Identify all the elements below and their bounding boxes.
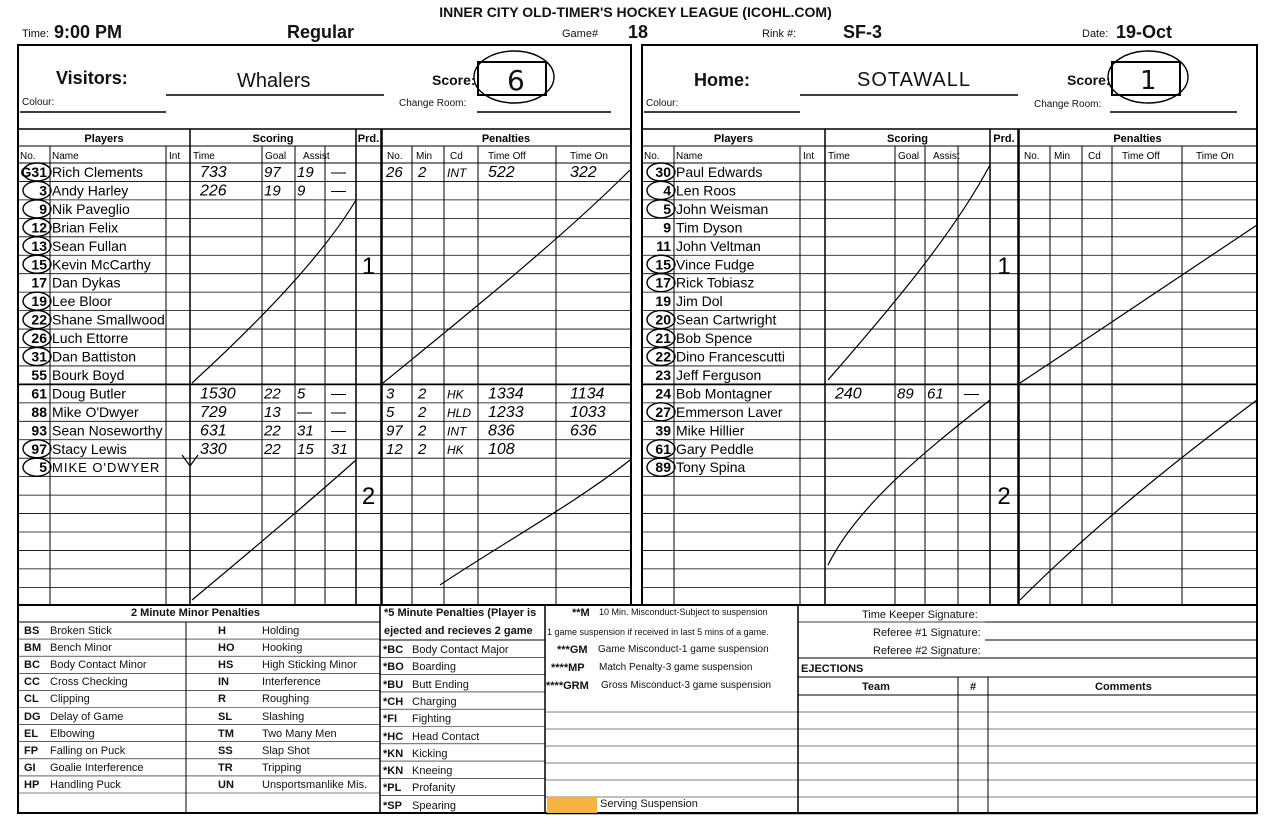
home-strike-line-1 bbox=[1020, 225, 1257, 383]
visitors-player-name: Stacy Lewis bbox=[52, 440, 127, 457]
visitors-player-name: MIKE O'DWYER bbox=[52, 460, 161, 476]
minor-penalty-name: Delay of Game bbox=[50, 710, 124, 723]
visitors-name-header: Name bbox=[52, 151, 79, 162]
misc-penalty-description: 10 Min. Misconduct-Subject to suspension bbox=[599, 607, 768, 617]
home-goal-assist: 61 bbox=[927, 385, 944, 403]
major-penalty-name: Fighting bbox=[412, 713, 452, 726]
minor-penalty-code: HP bbox=[24, 778, 40, 791]
visitors-goal-time: 729 bbox=[200, 403, 227, 421]
minor-penalty-name: Holding bbox=[262, 625, 300, 637]
visitors-penalty-number: 3 bbox=[386, 385, 395, 403]
visitors-score-label: Score: bbox=[432, 72, 476, 88]
home-goal-assist2: — bbox=[964, 385, 979, 403]
home-score: 1 bbox=[1140, 66, 1157, 96]
minor-penalty-code: DG bbox=[24, 710, 41, 723]
visitors-penalty-code: HLD bbox=[447, 405, 472, 420]
minor-penalty-code: BS bbox=[24, 625, 40, 637]
visitors-pno-header: No. bbox=[387, 151, 403, 162]
visitors-penalty-number: 26 bbox=[386, 164, 403, 181]
home-time-on-header: Time On bbox=[1196, 151, 1234, 162]
game-type: Regular bbox=[287, 22, 355, 42]
minor-penalty-code: EL bbox=[24, 727, 39, 740]
game-value: 18 bbox=[628, 22, 649, 42]
visitors-penalty-time-off: 836 bbox=[488, 422, 515, 440]
home-player-name: Tim Dyson bbox=[676, 219, 743, 236]
major-penalties-title-1: *5 Minute Penalties (Player is bbox=[384, 607, 537, 619]
home-goal-header: Goal bbox=[898, 151, 920, 162]
visitors-player-name: Nik Paveglio bbox=[52, 200, 130, 217]
home-player-name: John Veltman bbox=[676, 237, 761, 254]
rink-value: SF-3 bbox=[843, 22, 883, 42]
visitors-player-name: Lee Bloor bbox=[52, 293, 112, 310]
home-assist-header: Assist bbox=[933, 151, 960, 162]
minor-penalty-name: Falling on Puck bbox=[50, 744, 126, 757]
home-player-name: Rick Tobiasz bbox=[676, 274, 755, 291]
visitors-goal-scorer: 22 bbox=[264, 440, 281, 458]
visitors-goal-scorer: 97 bbox=[264, 164, 281, 181]
home-player-name: John Weisman bbox=[676, 200, 769, 217]
minor-penalty-name: Slap Shot bbox=[262, 744, 310, 757]
visitors-player-number: 15 bbox=[31, 256, 47, 273]
home-player-number: 20 bbox=[655, 311, 671, 328]
major-penalty-code: *KN bbox=[383, 765, 404, 778]
visitors-player-name: Bourk Boyd bbox=[52, 366, 125, 383]
ejections-comments-header: Comments bbox=[1095, 681, 1152, 693]
visitors-time-on-header: Time On bbox=[570, 151, 608, 162]
home-player-number: 5 bbox=[663, 200, 671, 217]
league-title: INNER CITY OLD-TIMER'S HOCKEY LEAGUE (ICOHL.COM) bbox=[439, 4, 832, 20]
major-penalty-name: Charging bbox=[412, 695, 457, 708]
minor-penalty-code: SS bbox=[218, 744, 233, 757]
visitors-strike-line-2 bbox=[192, 460, 356, 600]
visitors-strike-line-0 bbox=[192, 200, 356, 383]
home-scoring-header: Scoring bbox=[887, 133, 928, 145]
major-penalty-code: *HC bbox=[383, 730, 404, 743]
visitors-min-header: Min bbox=[416, 151, 433, 162]
visitors-player-number: 3 bbox=[39, 182, 47, 199]
home-player-number: 17 bbox=[655, 274, 671, 291]
visitors-player-name: Mike O'Dwyer bbox=[52, 403, 139, 420]
visitors-goal-time: 733 bbox=[200, 164, 227, 181]
visitors-penalty-number: 5 bbox=[386, 403, 395, 421]
visitors-penalty-number: 12 bbox=[386, 440, 403, 458]
minor-penalty-code: R bbox=[218, 693, 226, 706]
visitors-penalty-time-on: 322 bbox=[570, 164, 597, 181]
visitors-score: 6 bbox=[507, 64, 525, 97]
major-penalty-code: *BO bbox=[383, 661, 404, 674]
visitors-int-header: Int bbox=[169, 151, 181, 162]
misc-penalty-description: 1 game suspension if received in last 5 mins of a game. bbox=[547, 627, 769, 637]
major-penalty-name: Kicking bbox=[412, 747, 448, 760]
visitors-goal-scorer: 19 bbox=[264, 182, 281, 200]
visitors-player-number: 26 bbox=[31, 330, 47, 347]
major-penalty-code: *BC bbox=[383, 644, 404, 656]
visitors-player-name: Luch Ettorre bbox=[52, 330, 129, 347]
minor-penalty-name: Bench Minor bbox=[50, 642, 112, 655]
visitors-penalty-time-on: 636 bbox=[570, 422, 597, 440]
home-player-name: Sean Cartwright bbox=[676, 311, 777, 328]
visitors-goal-assist: — bbox=[297, 403, 312, 421]
major-penalty-name: Kneeing bbox=[412, 765, 453, 778]
visitors-penalty-minutes: 2 bbox=[418, 440, 427, 458]
visitors-change-room-label: Change Room: bbox=[399, 98, 467, 109]
major-penalty-code: *SP bbox=[383, 799, 402, 812]
visitors-goal-time: 1530 bbox=[200, 385, 236, 403]
home-cd-header: Cd bbox=[1088, 151, 1101, 162]
visitors-penalty-time-on: 1134 bbox=[570, 385, 605, 403]
visitors-goal-scorer: 13 bbox=[264, 403, 281, 421]
home-colour-label: Colour: bbox=[646, 98, 679, 109]
misc-penalty-description: Game Misconduct-1 game suspension bbox=[598, 644, 769, 655]
visitors-player-name: Shane Smallwood bbox=[52, 311, 165, 328]
visitors-scoring-header: Scoring bbox=[252, 133, 294, 145]
visitors-player-number: 88 bbox=[31, 403, 47, 420]
minor-penalty-name: Tripping bbox=[262, 761, 302, 774]
misc-penalty-description: Gross Misconduct-3 game suspension bbox=[601, 680, 772, 691]
visitors-player-number: 9 bbox=[39, 200, 47, 217]
misc-penalty-code: ****GRM bbox=[546, 680, 589, 692]
date-label: Date: bbox=[1082, 28, 1109, 40]
minor-penalty-code: BM bbox=[24, 642, 42, 655]
home-player-name: Bob Montagner bbox=[676, 385, 772, 402]
major-penalty-name: Butt Ending bbox=[412, 678, 469, 691]
visitors-player-name: Sean Fullan bbox=[52, 237, 127, 254]
major-penalty-name: Head Contact bbox=[412, 730, 480, 743]
visitors-player-name: Kevin McCarthy bbox=[52, 256, 151, 273]
home-player-name: Gary Peddle bbox=[676, 440, 754, 457]
home-player-number: 27 bbox=[655, 403, 671, 420]
minor-penalty-name: Clipping bbox=[50, 693, 90, 706]
visitors-assist-header: Assist bbox=[303, 151, 330, 162]
visitors-player-name: Dan Dykas bbox=[52, 274, 121, 291]
home-player-number: 22 bbox=[655, 348, 671, 365]
visitors-player-number: 61 bbox=[31, 385, 47, 402]
minor-penalty-name: Unsportsmanlike Mis. bbox=[262, 778, 368, 791]
minor-penalty-name: Roughing bbox=[262, 693, 310, 706]
visitors-penalty-minutes: 2 bbox=[418, 422, 427, 440]
home-change-room-label: Change Room: bbox=[1034, 99, 1102, 110]
home-player-number: 4 bbox=[663, 182, 671, 199]
home-player-number: 39 bbox=[655, 422, 671, 439]
major-penalty-code: *KN bbox=[383, 747, 404, 760]
rink-label: Rink #: bbox=[762, 28, 797, 40]
visitors-goal-assist2: — bbox=[331, 385, 346, 403]
minor-penalty-name: Goalie Interference bbox=[50, 761, 144, 774]
home-score-label: Score: bbox=[1067, 72, 1111, 88]
visitors-goal-time: 330 bbox=[200, 440, 227, 458]
major-penalty-code: *PL bbox=[383, 782, 402, 795]
minor-penalty-code: H bbox=[218, 625, 226, 637]
minor-penalty-code: CL bbox=[24, 693, 39, 706]
minor-penalty-name: Slashing bbox=[262, 710, 305, 723]
home-player-number: 30 bbox=[655, 164, 671, 180]
home-min-header: Min bbox=[1054, 151, 1071, 162]
visitors-penalty-code: HK bbox=[447, 387, 464, 402]
referee2-signature-label: Referee #2 Signature: bbox=[873, 645, 981, 657]
visitors-player-number: 31 bbox=[31, 348, 47, 365]
visitors-player-name: Dan Battiston bbox=[52, 348, 137, 365]
visitors-players-header: Players bbox=[84, 133, 124, 145]
visitors-cd-header: Cd bbox=[450, 151, 463, 162]
visitors-player-number: 22 bbox=[31, 311, 47, 328]
minor-penalty-code: FP bbox=[24, 744, 39, 757]
home-player-name: Vince Fudge bbox=[676, 256, 755, 273]
ejections-team-header: Team bbox=[862, 681, 890, 693]
home-player-number: 21 bbox=[655, 330, 671, 347]
home-player-number: 15 bbox=[655, 256, 671, 273]
visitors-penalty-minutes: 2 bbox=[418, 164, 427, 181]
visitors-player-number: 55 bbox=[31, 366, 47, 383]
visitors-label: Visitors: bbox=[56, 68, 128, 88]
minor-penalty-name: Cross Checking bbox=[50, 676, 128, 689]
home-player-number: 89 bbox=[655, 459, 671, 476]
home-player-number: 23 bbox=[655, 366, 671, 383]
home-period-1: 1 bbox=[997, 253, 1011, 280]
home-player-name: Paul Edwards bbox=[676, 164, 763, 180]
time-label: Time: bbox=[22, 28, 50, 40]
visitors-player-name: Doug Butler bbox=[52, 385, 126, 402]
minor-penalty-code: SL bbox=[218, 710, 233, 723]
visitors-penalty-time-off: 1334 bbox=[488, 385, 524, 403]
home-int-header: Int bbox=[803, 151, 815, 162]
home-name-header: Name bbox=[676, 151, 703, 162]
home-player-name: Tony Spina bbox=[676, 459, 746, 476]
visitors-player-number: G31 bbox=[20, 164, 47, 180]
minor-penalty-code: HO bbox=[218, 642, 235, 655]
home-label: Home: bbox=[694, 70, 751, 90]
ejections-number-header: # bbox=[970, 681, 977, 693]
visitors-goal-time: 226 bbox=[200, 182, 227, 200]
minor-penalty-name: Hooking bbox=[262, 642, 303, 655]
visitors-goal-header: Goal bbox=[265, 151, 287, 162]
visitors-period-2: 2 bbox=[361, 483, 376, 510]
home-player-name: Dino Francescutti bbox=[676, 348, 785, 365]
home-strike-line-2 bbox=[828, 400, 990, 565]
misc-penalty-code: ***GM bbox=[557, 644, 588, 656]
timekeeper-signature-label: Time Keeper Signature: bbox=[862, 609, 978, 621]
major-penalty-code: *BU bbox=[383, 678, 404, 691]
minor-penalty-name: Broken Stick bbox=[50, 625, 112, 637]
visitors-goal-scorer: 22 bbox=[264, 385, 281, 403]
home-time-header: Time bbox=[828, 151, 850, 162]
home-goal-scorer: 89 bbox=[897, 385, 914, 403]
visitors-time-header: Time bbox=[193, 151, 215, 162]
minor-penalty-name: High Sticking Minor bbox=[262, 659, 357, 672]
visitors-no-header: No. bbox=[20, 151, 36, 162]
game-label: Game# bbox=[562, 28, 599, 40]
minor-penalty-code: TR bbox=[218, 761, 233, 774]
home-team-name: SOTAWALL bbox=[857, 69, 971, 91]
visitors-player-number: 13 bbox=[31, 237, 47, 254]
visitors-period-1: 1 bbox=[361, 253, 376, 280]
visitors-goal-assist2: — bbox=[331, 182, 346, 200]
home-no-header: No. bbox=[644, 151, 660, 162]
visitors-player-number: 93 bbox=[31, 422, 47, 439]
misc-penalty-code: **M bbox=[572, 607, 590, 619]
visitors-prd-header: Prd. bbox=[357, 133, 380, 145]
visitors-penalty-time-off: 1233 bbox=[488, 403, 524, 421]
visitors-goal-assist: 9 bbox=[297, 182, 306, 200]
visitors-goal-scorer: 22 bbox=[264, 422, 281, 440]
visitors-goal-assist: 5 bbox=[297, 385, 306, 403]
major-penalty-code: *CH bbox=[383, 695, 404, 708]
minor-penalty-code: BC bbox=[24, 659, 40, 672]
misc-penalty-code: ****MP bbox=[551, 662, 585, 674]
home-player-number: 19 bbox=[655, 293, 671, 310]
home-player-number: 11 bbox=[656, 237, 671, 254]
visitors-player-name: Sean Noseworthy bbox=[52, 422, 163, 439]
home-player-number: 9 bbox=[663, 219, 671, 236]
time-value: 9:00 PM bbox=[54, 22, 123, 42]
visitors-goal-assist: 19 bbox=[297, 164, 314, 181]
visitors-player-number: 97 bbox=[31, 440, 47, 457]
home-player-name: Jim Dol bbox=[676, 293, 723, 310]
home-strike-line-3 bbox=[1020, 400, 1257, 600]
visitors-player-number: 19 bbox=[31, 293, 47, 310]
minor-penalty-code: GI bbox=[24, 761, 36, 774]
major-penalty-name: Body Contact Major bbox=[412, 644, 509, 656]
visitors-goal-assist: 15 bbox=[297, 440, 314, 458]
misc-penalty-description: Match Penalty-3 game suspension bbox=[599, 662, 753, 673]
major-penalties-title-2: ejected and recieves 2 game bbox=[384, 625, 533, 637]
visitors-penalty-time-off: 522 bbox=[488, 164, 515, 181]
major-penalty-name: Boarding bbox=[412, 661, 457, 674]
home-player-number: 24 bbox=[655, 385, 671, 402]
minor-penalty-code: UN bbox=[218, 778, 234, 791]
ejections-title: EJECTIONS bbox=[801, 663, 864, 675]
visitors-team-name: Whalers bbox=[237, 70, 311, 92]
visitors-goal-assist2: — bbox=[331, 403, 346, 421]
home-player-number: 61 bbox=[655, 440, 671, 457]
home-players-header: Players bbox=[713, 133, 754, 145]
visitors-penalty-code: INT bbox=[447, 166, 467, 180]
minor-penalty-name: Elbowing bbox=[50, 727, 95, 740]
minor-penalty-name: Handling Puck bbox=[50, 778, 121, 791]
minor-penalty-code: TM bbox=[218, 727, 234, 740]
visitors-player-number: 12 bbox=[31, 219, 47, 236]
visitors-goal-assist2: — bbox=[331, 422, 346, 440]
visitors-penalty-code: HK bbox=[447, 442, 464, 457]
visitors-strike-line-4 bbox=[182, 380, 198, 466]
visitors-player-number: 17 bbox=[31, 274, 47, 291]
visitors-strike-line-3 bbox=[440, 460, 630, 585]
visitors-player-name: Brian Felix bbox=[52, 219, 119, 236]
visitors-goal-assist2: 31 bbox=[331, 440, 348, 458]
visitors-penalty-time-on: 1033 bbox=[570, 403, 606, 421]
home-player-name: Len Roos bbox=[676, 182, 736, 199]
visitors-strike-line-1 bbox=[383, 170, 630, 383]
home-pno-header: No. bbox=[1024, 151, 1040, 162]
serving-suspension-label: Serving Suspension bbox=[600, 798, 698, 810]
serving-suspension-swatch bbox=[547, 797, 597, 813]
visitors-player-name: Andy Harley bbox=[52, 182, 129, 199]
visitors-penalties-header: Penalties bbox=[481, 133, 531, 145]
home-prd-header: Prd. bbox=[993, 133, 1015, 145]
home-player-name: Jeff Ferguson bbox=[676, 366, 762, 383]
visitors-time-off-header: Time Off bbox=[488, 151, 526, 162]
visitors-colour-label: Colour: bbox=[22, 97, 55, 108]
visitors-goal-assist: 31 bbox=[297, 422, 314, 440]
minor-penalty-name: Interference bbox=[262, 676, 321, 689]
visitors-penalty-code: INT bbox=[447, 424, 467, 439]
minor-penalty-code: HS bbox=[218, 659, 234, 672]
major-penalty-code: *FI bbox=[383, 713, 398, 726]
visitors-player-number: 5 bbox=[39, 459, 47, 476]
visitors-penalty-time-off: 108 bbox=[488, 440, 515, 458]
minor-penalty-name: Two Many Men bbox=[262, 727, 337, 740]
minor-penalties-title: 2 Minute Minor Penalties bbox=[131, 607, 260, 619]
visitors-goal-assist2: — bbox=[331, 164, 346, 181]
referee1-signature-label: Referee #1 Signature: bbox=[873, 627, 981, 639]
home-goal-time: 240 bbox=[835, 385, 862, 403]
visitors-player-name: Rich Clements bbox=[52, 164, 144, 180]
home-player-name: Mike Hillier bbox=[676, 422, 745, 439]
minor-penalty-code: IN bbox=[218, 676, 229, 689]
date-value: 19-Oct bbox=[1116, 22, 1173, 42]
home-period-2: 2 bbox=[997, 483, 1011, 510]
visitors-penalty-minutes: 2 bbox=[418, 385, 427, 403]
minor-penalty-name: Body Contact Minor bbox=[50, 659, 147, 672]
visitors-penalty-number: 97 bbox=[386, 422, 403, 440]
visitors-goal-time: 631 bbox=[200, 422, 227, 440]
visitors-penalty-minutes: 2 bbox=[418, 403, 427, 421]
home-player-name: Bob Spence bbox=[676, 330, 753, 347]
major-penalty-name: Profanity bbox=[412, 782, 456, 795]
home-player-name: Emmerson Laver bbox=[676, 403, 783, 420]
home-time-off-header: Time Off bbox=[1122, 151, 1160, 162]
home-penalties-header: Penalties bbox=[1113, 133, 1162, 145]
minor-penalty-code: CC bbox=[24, 676, 40, 689]
major-penalty-name: Spearing bbox=[412, 799, 457, 812]
